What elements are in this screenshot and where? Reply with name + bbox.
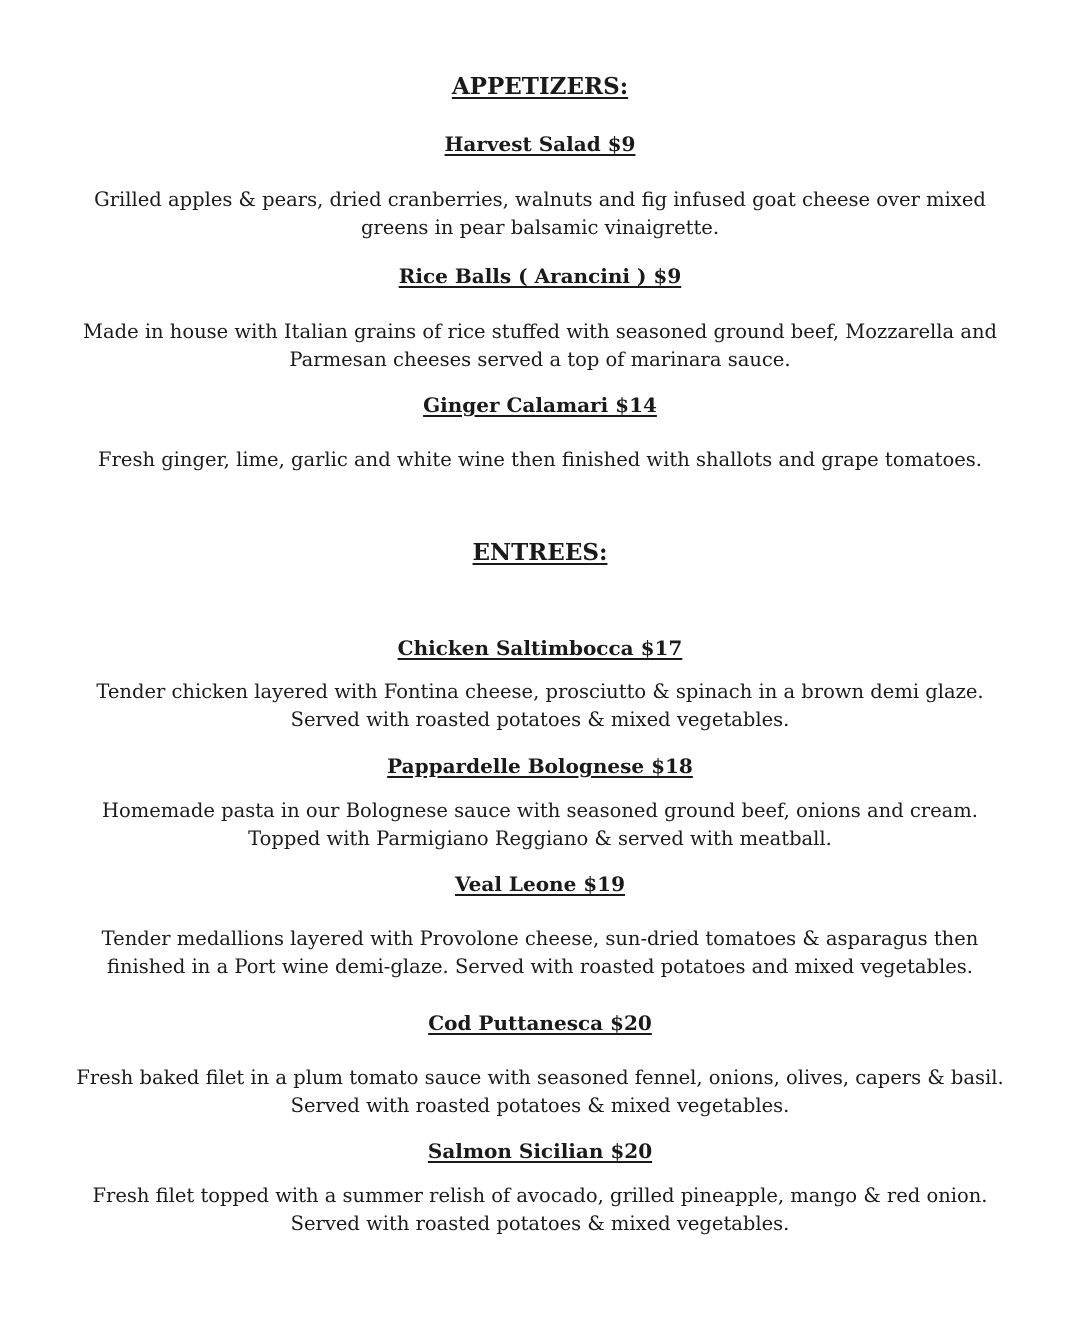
description-line: Homemade pasta in our Bolognese sauce with seasoned ground beef, onions and cream. bbox=[102, 799, 978, 822]
menu-item-description-pappardelle-bolognese bbox=[0, 797, 1080, 853]
description-line: greens in pear balsamic vinaigrette. bbox=[360, 216, 720, 239]
menu-item-description-ginger-calamari bbox=[0, 446, 1080, 474]
description-line: Fresh filet topped with a summer relish of avocado, grilled pineapple, mango & red onion. bbox=[92, 1184, 988, 1207]
menu-item-title-pappardelle-bolognese: Pappardelle Bolognese $18 bbox=[387, 754, 693, 778]
description-line: Tender medallions layered with Provolone cheese, sun-dried tomatoes & asparagus then bbox=[101, 927, 979, 950]
appetizers-heading: APPETIZERS: bbox=[451, 73, 629, 100]
description-line: Parmesan cheeses served a top of marinara sauce. bbox=[289, 348, 791, 371]
menu-item-title-ginger-calamari: Ginger Calamari $14 bbox=[423, 393, 657, 417]
menu-item-title-chicken-saltimbocca: Chicken Saltimbocca $17 bbox=[397, 636, 683, 660]
description-line: Topped with Parmigiano Reggiano & served with meatball. bbox=[248, 827, 832, 850]
description-line: Served with roasted potatoes & mixed vegetables. bbox=[290, 1094, 790, 1117]
menu-item-description-chicken-saltimbocca bbox=[0, 678, 1080, 734]
menu-item-title-salmon-sicilian: Salmon Sicilian $20 bbox=[427, 1139, 653, 1163]
description-line: Served with roasted potatoes & mixed vegetables. bbox=[290, 1212, 790, 1235]
description-line: Fresh ginger, lime, garlic and white wine then finished with shallots and grape tomatoes. bbox=[98, 448, 982, 471]
menu-item-description-veal-leone bbox=[0, 925, 1080, 981]
description-line: Grilled apples & pears, dried cranberries, walnuts and fig infused goat cheese over mixed bbox=[94, 188, 986, 211]
description-line: Served with roasted potatoes & mixed vegetables. bbox=[290, 708, 790, 731]
menu-item-title-rice-balls: Rice Balls ( Arancini ) $9 bbox=[398, 264, 682, 288]
menu-item-description-cod-puttanesca bbox=[0, 1064, 1080, 1120]
menu-item-description-rice-balls bbox=[0, 318, 1080, 374]
description-line: Made in house with Italian grains of rice stuffed with seasoned ground beef, Mozzarella and bbox=[83, 320, 997, 343]
menu-item-title-veal-leone: Veal Leone $19 bbox=[454, 872, 626, 896]
menu-item-title-harvest-salad: Harvest Salad $9 bbox=[444, 132, 636, 156]
menu-item-description-salmon-sicilian bbox=[0, 1182, 1080, 1238]
description-line: Fresh baked filet in a plum tomato sauce with seasoned fennel, onions, olives, capers & basil. bbox=[76, 1066, 1004, 1089]
menu-item-title-cod-puttanesca: Cod Puttanesca $20 bbox=[428, 1011, 652, 1035]
description-line: Tender chicken layered with Fontina cheese, prosciutto & spinach in a brown demi glaze. bbox=[96, 680, 984, 703]
menu-item-description-harvest-salad bbox=[0, 186, 1080, 242]
description-line: finished in a Port wine demi-glaze. Served with roasted potatoes and mixed vegetables. bbox=[106, 955, 973, 978]
entrees-heading: ENTREES: bbox=[472, 539, 608, 566]
